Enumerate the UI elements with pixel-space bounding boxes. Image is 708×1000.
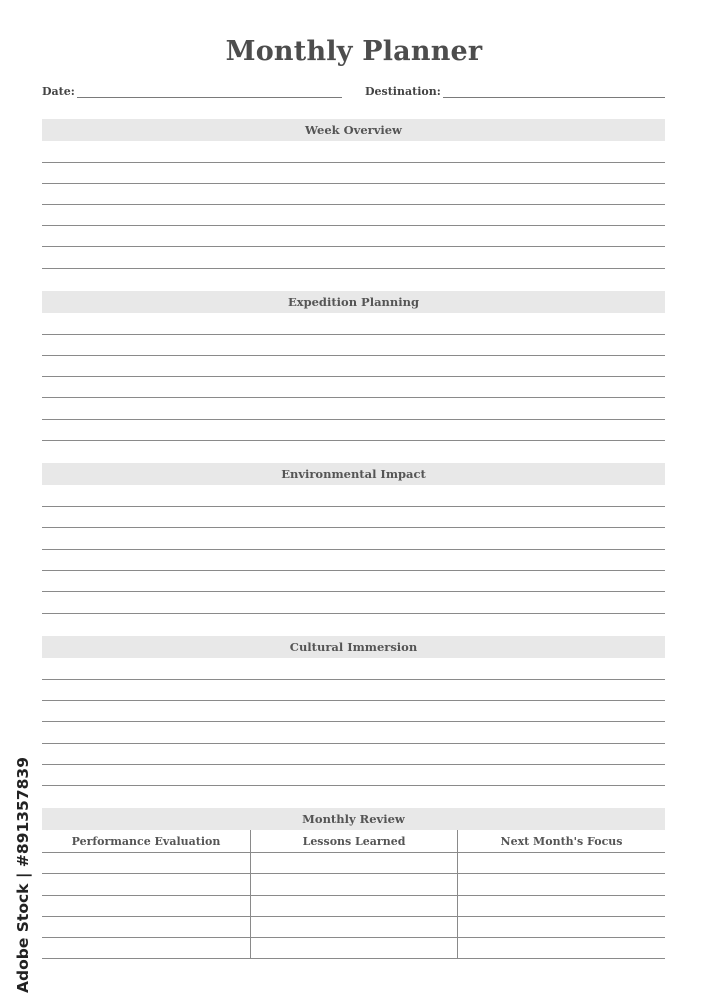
write-line[interactable] xyxy=(42,570,665,571)
write-line[interactable] xyxy=(42,225,665,226)
write-line[interactable] xyxy=(42,506,665,507)
write-line[interactable] xyxy=(42,764,665,765)
table-row-line[interactable] xyxy=(42,873,665,874)
write-line[interactable] xyxy=(42,204,665,205)
destination-field xyxy=(365,84,665,98)
table-row-line[interactable] xyxy=(42,852,665,853)
write-line[interactable] xyxy=(42,591,665,592)
section-header-expedition-planning: Expedition Planning xyxy=(42,291,665,313)
write-line[interactable] xyxy=(42,700,665,701)
write-line[interactable] xyxy=(42,397,665,398)
write-line[interactable] xyxy=(42,440,665,441)
column-header-lessons-learned: Lessons Learned xyxy=(302,835,406,848)
write-line[interactable] xyxy=(42,613,665,614)
write-line[interactable] xyxy=(42,355,665,356)
section-header-environmental-impact: Environmental Impact xyxy=(42,463,665,485)
write-line[interactable] xyxy=(42,419,665,420)
destination-label: Destination: xyxy=(365,85,441,98)
stock-watermark xyxy=(10,757,36,993)
destination-write-line[interactable] xyxy=(443,87,665,98)
section-header-week-overview: Week Overview xyxy=(42,119,665,141)
table-row-line[interactable] xyxy=(42,958,665,959)
stock-watermark-text: Adobe Stock | #891357839 xyxy=(14,757,32,993)
write-line[interactable] xyxy=(42,376,665,377)
column-header-next-months-focus: Next Month's Focus xyxy=(500,835,623,848)
write-line[interactable] xyxy=(42,743,665,744)
column-header-performance-evaluation: Performance Evaluation xyxy=(71,835,221,848)
write-line[interactable] xyxy=(42,183,665,184)
write-line[interactable] xyxy=(42,334,665,335)
write-line[interactable] xyxy=(42,246,665,247)
write-line[interactable] xyxy=(42,549,665,550)
table-row-line[interactable] xyxy=(42,937,665,938)
date-field xyxy=(42,84,342,98)
write-line[interactable] xyxy=(42,162,665,163)
write-line[interactable] xyxy=(42,679,665,680)
table-row-line[interactable] xyxy=(42,895,665,896)
date-label: Date: xyxy=(42,85,75,98)
page-title: Monthly Planner xyxy=(225,36,483,67)
section-header-cultural-immersion: Cultural Immersion xyxy=(42,636,665,658)
write-line[interactable] xyxy=(42,721,665,722)
write-line[interactable] xyxy=(42,527,665,528)
section-header-monthly-review: Monthly Review xyxy=(42,808,665,830)
table-row-line[interactable] xyxy=(42,916,665,917)
write-line[interactable] xyxy=(42,268,665,269)
write-line[interactable] xyxy=(42,785,665,786)
date-write-line[interactable] xyxy=(77,87,342,98)
